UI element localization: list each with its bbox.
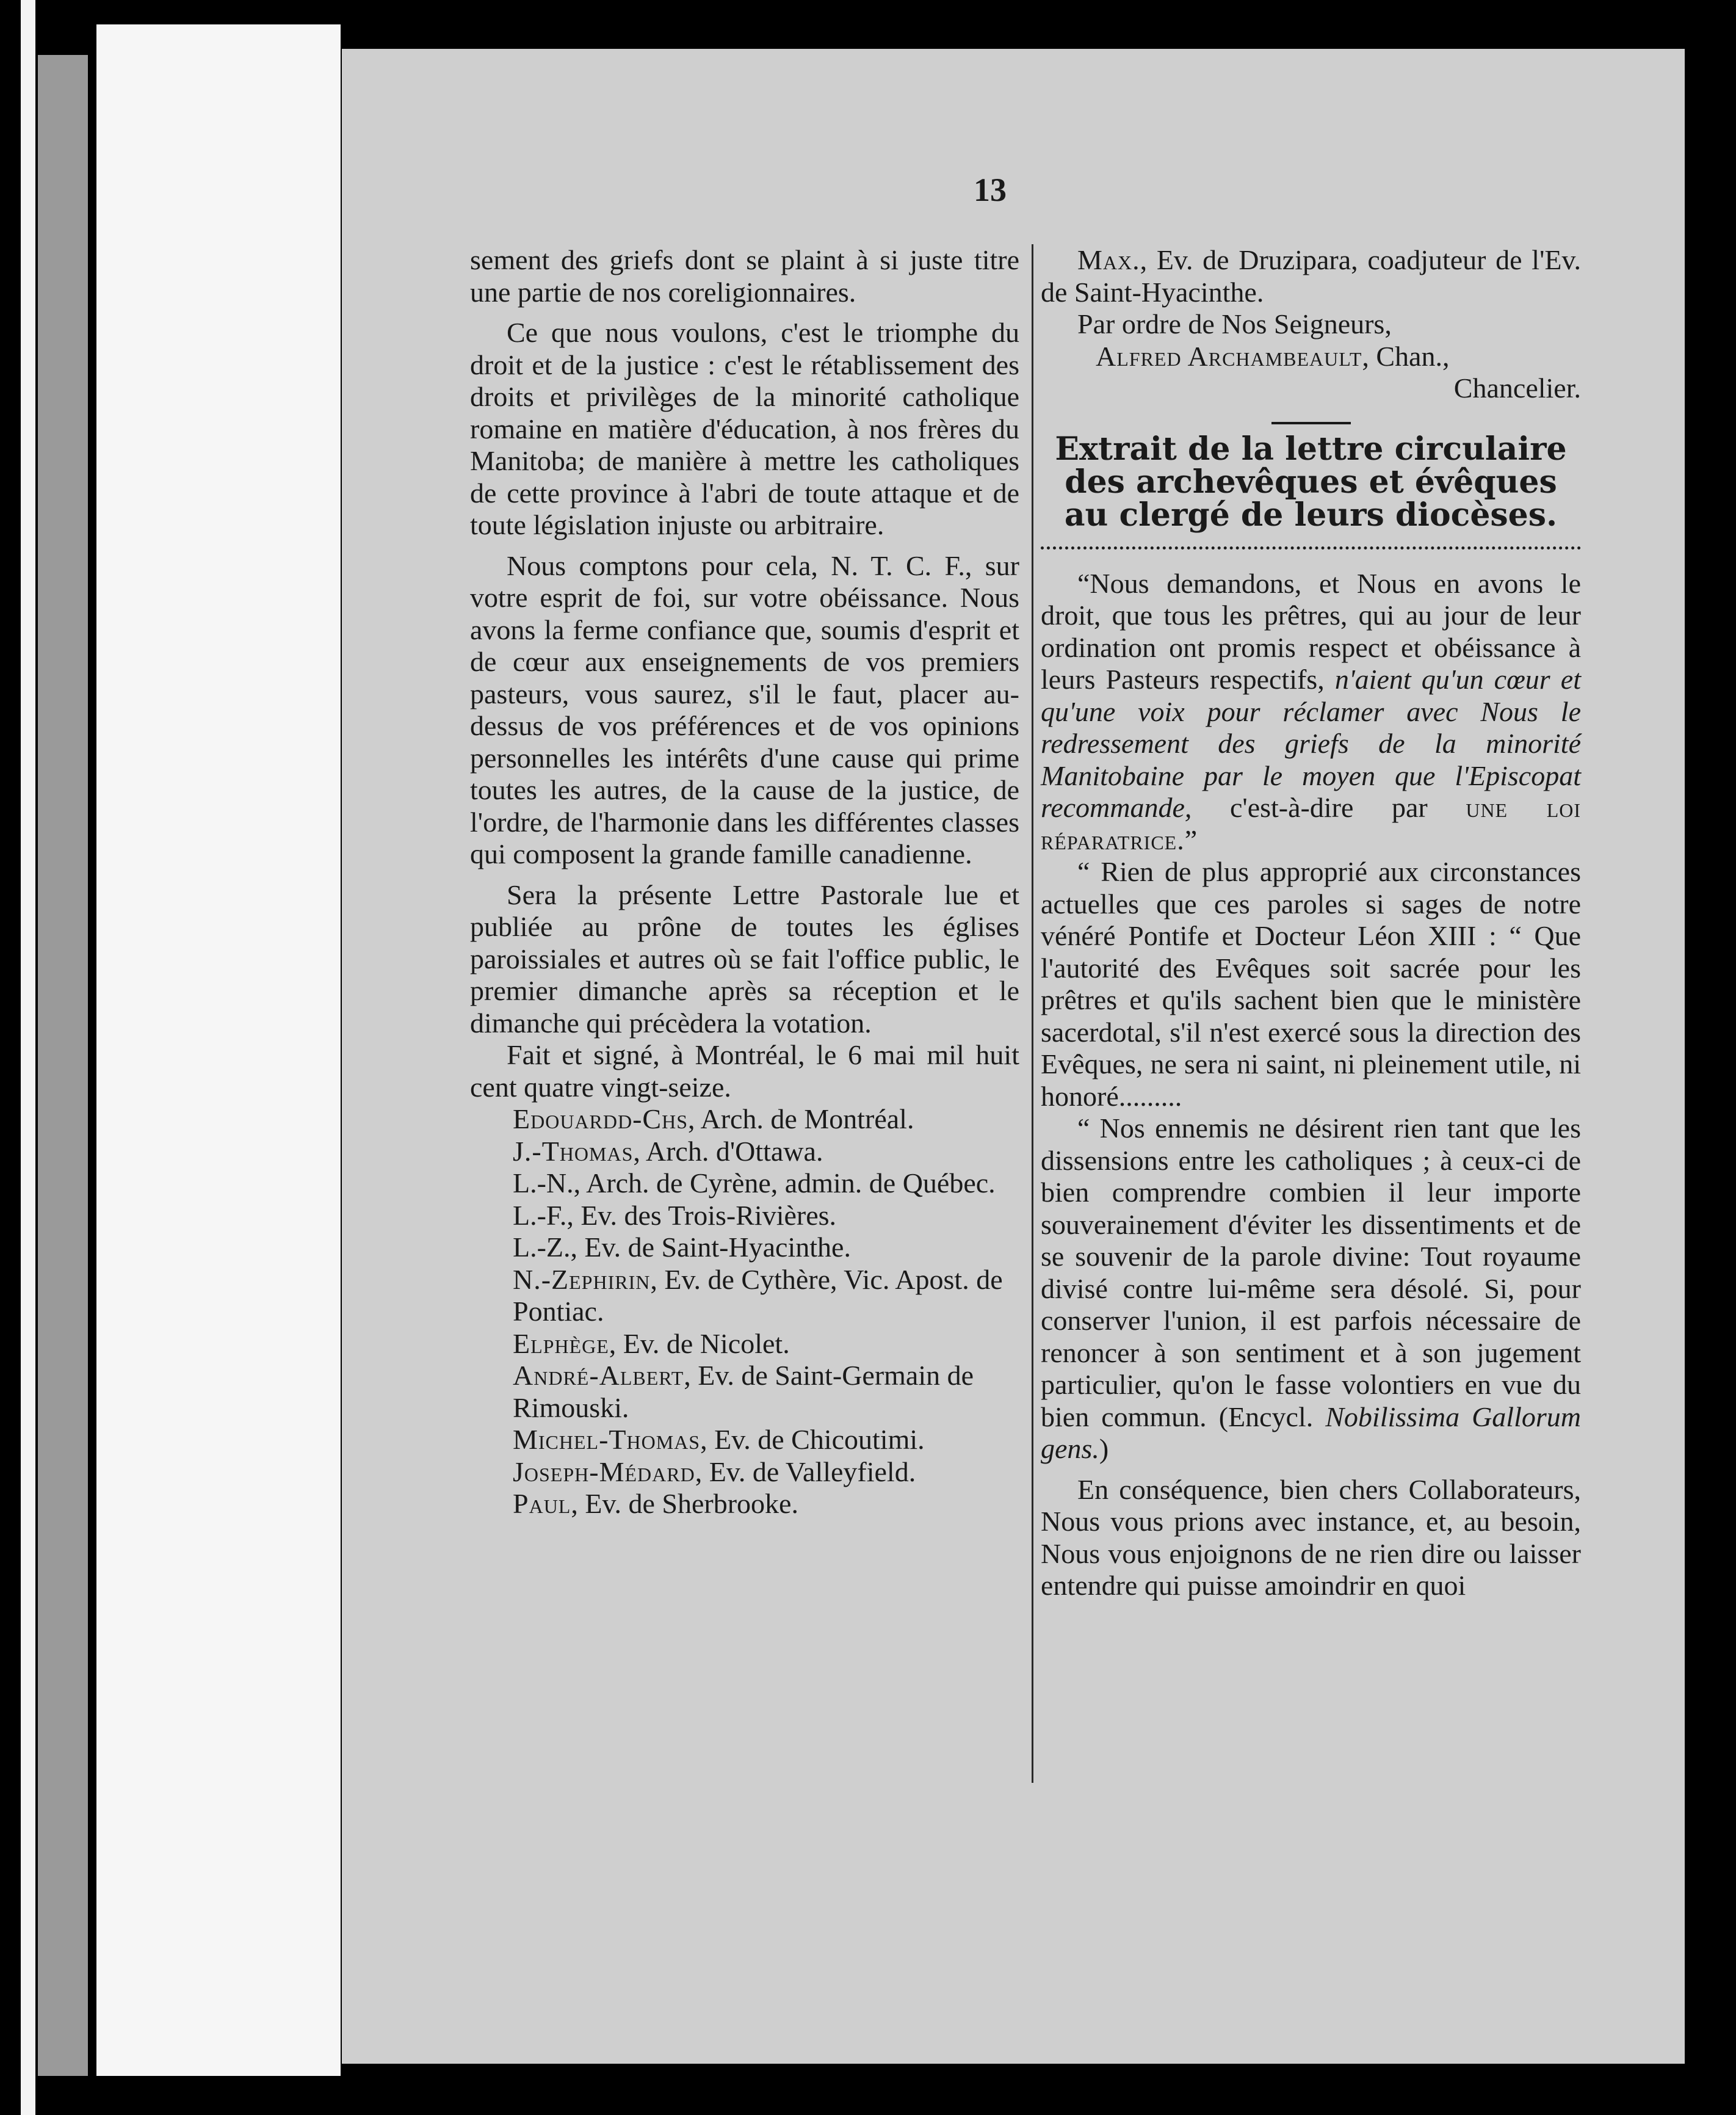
- quote-paragraph: [1041, 1112, 1581, 1465]
- signatory-title: , Ev. de Saint-Hyacinthe.: [570, 1232, 851, 1263]
- quote-text: “ Nos ennemis ne désirent rien tant que les dissensions entre les catholiques ; à ceux-ci de bien comprendre combien il leur importe souverainement d'éviter les dissentiments et de se souvenir de la parole divine: Tout royaume divisé contre lui-même sera désolé. Si, pour conserver l'union, il est parfois nécessaire de renoncer à son sentiment et à son jugement particulier, qu'on le fasse volontiers en vue du bien commun. (Encycl.: [1041, 1112, 1581, 1432]
- chancellor-name: Alfred Archambeault: [1096, 340, 1362, 372]
- signature-line: [470, 1167, 1019, 1200]
- signatory-title: , Ev. de Druzipara, coadjuteur de l'Ev. de Saint-Hyacinthe.: [1041, 244, 1581, 308]
- signatory-title: , Ev. de Sherbrooke.: [571, 1488, 798, 1519]
- signatory-title: , Ev. de Cythère, Vic. Apost. de Pontiac.: [513, 1263, 1003, 1327]
- column-divider: [1032, 244, 1033, 1783]
- signature-line: [470, 1103, 1019, 1136]
- paragraph: Nous comptons pour cela, N. T. C. F., sur votre esprit de foi, sur votre obéissance. Nous avons la ferme confiance que, soumis d'esprit et de cœur aux enseignements de vos premiers pasteurs, vous saurez, s'il le faut, placer au-dessus de vos préférences et de vos opinions personnelles les intérêts d'une cause qui prime toutes les autres, de la cause de la justice, de l'ordre, de l'harmonie dans les différentes classes qui composent la grande famille canadienne.: [470, 550, 1019, 869]
- quote-paragraph: [1041, 568, 1581, 857]
- section-heading: Extrait de la lettre circulaire des archevêques et évêques au clergé de leurs diocèses.: [1055, 430, 1567, 534]
- paragraph: Ce que nous voulons, c'est le triomphe du droit et de la justice : c'est le rétablissement des droits et privilèges de la minorité catholique romaine en matière d'éducation, à nos frères du Manitoba; de manière à mettre les catholiques de cette province à l'abri de toute attaque et de toute législation injuste ou arbitraire.: [470, 317, 1019, 540]
- signatory-title: , Arch. d'Ottawa.: [633, 1135, 823, 1167]
- section-rule: [1271, 422, 1351, 424]
- signature-line: [470, 1232, 1019, 1264]
- signatory-title: , Ev. de Nicolet.: [609, 1327, 790, 1359]
- quote-paragraph: “ Rien de plus approprié aux circonstances actuelles que ces paroles si sages de notre vénéré Pontife et Docteur Léon XIII : “ Que l'autorité des Evêques soit sacrée pour les prêtres et qu'ils sachent bien que le ministère sacerdotal, s'il n'est exercé sous la direction des Evêques, ne sera ni saint, ni pleinement utile, ni honoré.........: [1041, 856, 1581, 1112]
- quote-text: “Nous demandons, et Nous en avons le droit, que tous les prêtres, qui au jour de leur ordination ont promis respect et obéissance à leurs Pasteurs respectifs,: [1041, 567, 1581, 695]
- paragraph: Fait et signé, à Montréal, le 6 mai mil huit cent quatre vingt-seize.: [470, 1039, 1019, 1103]
- page-margin: [96, 24, 341, 2076]
- binding-edge: [21, 0, 35, 2115]
- signature-line: [470, 1456, 1019, 1489]
- signatory-title: , Ev. de Chicoutimi.: [700, 1424, 925, 1455]
- signature-line: [470, 1136, 1019, 1168]
- chancellor-line: [1041, 341, 1581, 373]
- quote-italic: n'aient qu'un cœur et qu'une voix pour réclamer avec Nous le redressement des griefs de la minorité Manitobaine par le moyen que l'Episcopat recommande,: [1041, 664, 1581, 823]
- paragraph: sement des griefs dont se plaint à si juste titre une partie de nos coreligionnaires.: [470, 244, 1019, 308]
- signature-max: [1041, 244, 1581, 308]
- signatory-name: Joseph-Médard: [513, 1456, 695, 1487]
- quote-close: ): [1099, 1433, 1109, 1464]
- page-number: 13: [974, 172, 1007, 208]
- signature-line: [470, 1328, 1019, 1360]
- signatory-name: Michel-Thomas: [513, 1424, 701, 1455]
- paragraph: En conséquence, bien chers Collaborateurs, Nous vous prions avec instance, et, au besoin, Nous vous enjoignons de ne rien dire ou laisser entendre qui puisse amoindrir en quoi: [1041, 1473, 1581, 1601]
- signatory-title: , Ev. de Saint-Germain de Rimouski.: [513, 1360, 974, 1423]
- signature-line: [470, 1424, 1019, 1456]
- adjacent-page-edge: [38, 55, 88, 2076]
- signatory-title: , Ev. de Valleyfield.: [695, 1456, 916, 1487]
- order-line: Par ordre de Nos Seigneurs,: [1077, 308, 1392, 339]
- signatory-name: L.-N.: [513, 1167, 574, 1199]
- signatory-title: , Ev. des Trois-Rivières.: [566, 1199, 837, 1231]
- signatory-name: Edouardd-Chs: [513, 1103, 689, 1134]
- signatory-name: Elphège: [513, 1327, 609, 1359]
- signatory-name: Paul: [513, 1488, 571, 1519]
- paragraph: Sera la présente Lettre Pastorale lue et publiée au prône de toutes les églises paroissiales et autres où se fait l'office public, le premier dimanche après sa réception et le dimanche qui précèdera la votation.: [470, 879, 1019, 1039]
- quote-small-caps: une loi réparatrice.: [1041, 792, 1582, 855]
- signatory-title: , Arch. de Montréal.: [688, 1103, 914, 1134]
- chancellor-title: , Chan.,: [1362, 340, 1450, 372]
- signatory-name: N.-Zephirin: [513, 1263, 651, 1295]
- signature-line: [470, 1360, 1019, 1424]
- chancellor-role: Chancelier.: [1453, 372, 1581, 404]
- signatory-name: Max.: [1077, 244, 1140, 275]
- signatory-name: L.-F.: [513, 1199, 567, 1231]
- signature-line: [470, 1488, 1019, 1520]
- signature-line: [470, 1264, 1019, 1328]
- signatory-name: André-Albert: [513, 1360, 684, 1391]
- dotted-rule: [1041, 546, 1581, 550]
- left-column: [470, 244, 1019, 1520]
- signatory-title: , Arch. de Cyrène, admin. de Québec.: [573, 1167, 996, 1199]
- signature-line: [470, 1200, 1019, 1232]
- signatory-name: J.-Thomas: [513, 1135, 634, 1167]
- quote-close: ”: [1184, 824, 1198, 855]
- quote-italic: Nobilissima Gallorum gens.: [1041, 1401, 1581, 1464]
- right-column: [1041, 244, 1581, 1602]
- quote-text: c'est-à-dire par: [1230, 792, 1428, 823]
- signatory-name: L.-Z.: [513, 1232, 571, 1263]
